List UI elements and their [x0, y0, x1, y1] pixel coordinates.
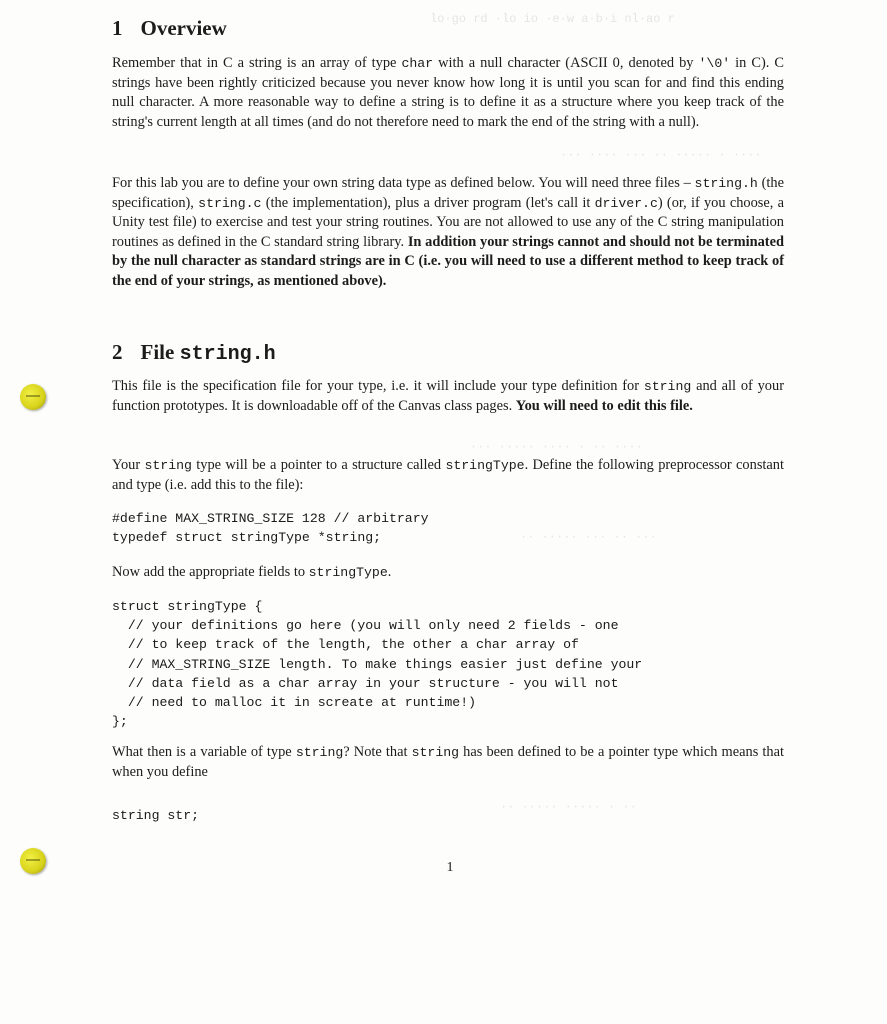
bold-text: In addition your strings cannot and should not be terminated by the null character as standard strings are in C (i.e. you will need to use a different method to keep track of the end of your strings, as mentioned above). — [112, 233, 784, 289]
text-run: . — [387, 564, 392, 580]
inline-code: stringType — [308, 565, 388, 580]
section-number: 2 — [112, 340, 123, 364]
bleed-through-text: ··· ····· ···· · ·· ···· — [470, 440, 643, 454]
inline-code: string — [411, 745, 460, 760]
inline-code: '\0' — [698, 56, 731, 71]
inline-code: string — [643, 379, 692, 394]
text-run: Now add the appropriate fields to — [112, 564, 309, 580]
code-line: // need to malloc it in screate at runtime!) — [112, 695, 477, 711]
bleed-through-text: lo·go rd ·lo io ·e·w a·b·i nl·ao r — [430, 12, 675, 26]
code-line: // to keep track of the length, the other a char array of — [112, 637, 579, 653]
inline-code: driver.c — [594, 195, 658, 211]
string-h-paragraph-1 — [112, 377, 784, 416]
section-number: 1 — [112, 16, 123, 40]
text-run: This file is the specification file for your type, i.e. it will include your type definition for — [112, 378, 644, 394]
inline-code: string — [295, 745, 344, 760]
text-run: (the implementation), plus a driver program (let's call it — [261, 194, 595, 211]
bold-text: You will need to edit this file. — [515, 397, 693, 414]
code-line: // your definitions go here (you will only need 2 fields - one — [112, 618, 619, 634]
text-run: in C). C strings have been rightly criticized because you never know how long it is until you scan for and find this ending null character. A more reasonable way to define a string is to define it as a structure where you keep track of the string's current length at all times (and do not therefore need to mark the end of the string with a null). — [112, 55, 785, 130]
code-line: typedef struct stringType *string; — [112, 530, 382, 546]
section-heading-file-string-h — [112, 340, 276, 366]
code-block-struct — [112, 597, 642, 731]
text-run: ) (or, if you choose, a Unity test file) to exercise and test your string routines. You are not allowed to use any of the C string manipulation routines as defined in the C standard string library. — [112, 194, 785, 250]
code-line: // MAX_STRING_SIZE length. To make things easier just define your — [112, 656, 643, 672]
string-h-paragraph-2 — [112, 456, 784, 495]
code-line: struct stringType { — [112, 599, 263, 614]
section-title: Overview — [140, 16, 227, 40]
section-title: File — [140, 340, 180, 364]
inline-code: string — [144, 458, 192, 473]
text-run: has been defined to be a pointer type which means that when you define — [112, 744, 784, 780]
page-number: 1 — [446, 860, 454, 875]
text-run: type will be a pointer to a structure called — [191, 457, 446, 473]
text-run: . Define the following preprocessor constant and type (i.e. add this to the file): — [112, 457, 784, 493]
inline-code: string.c — [198, 195, 262, 211]
punch-hole-marker — [20, 848, 46, 874]
inline-code: char — [401, 56, 434, 71]
section-heading-overview — [112, 16, 227, 41]
text-run: ? Note that — [343, 744, 412, 760]
code-block-define — [112, 509, 429, 547]
text-run: (the specification), — [112, 175, 784, 211]
string-h-paragraph-3 — [112, 563, 784, 583]
code-line: // data field as a char array in your structure - you will not — [112, 675, 619, 691]
inline-code: string.h — [694, 176, 758, 191]
text-run: Remember that in C a string is an array of type — [112, 55, 402, 71]
overview-paragraph-2 — [112, 174, 784, 292]
code-line: #define MAX_STRING_SIZE 128 // arbitrary — [112, 511, 429, 526]
bleed-through-text: ·· ····· ··· ·· ··· — [520, 530, 657, 544]
inline-code: stringType — [445, 458, 525, 473]
overview-paragraph-1 — [112, 54, 784, 132]
code-block-declaration — [112, 806, 199, 825]
bleed-through-text: ·· ····· ····· · ·· — [500, 800, 637, 814]
text-run: with a null character (ASCII 0, denoted by — [433, 55, 699, 71]
bleed-through-text: ··· ···· ··· ·· ····· · ···· — [560, 148, 762, 162]
text-run: For this lab you are to define your own string data type as defined below. You will need three files – — [112, 175, 695, 191]
text-run: Your — [112, 457, 145, 473]
text-run: and all of your function prototypes. It is downloadable off of the Canvas class pages. — [112, 378, 784, 414]
section-title-code: string.h — [179, 343, 276, 366]
code-line: string str; — [112, 808, 200, 823]
punch-hole-marker — [20, 384, 46, 410]
text-run: What then is a variable of type — [112, 744, 296, 760]
string-h-paragraph-4 — [112, 743, 784, 782]
code-line: }; — [112, 714, 128, 730]
